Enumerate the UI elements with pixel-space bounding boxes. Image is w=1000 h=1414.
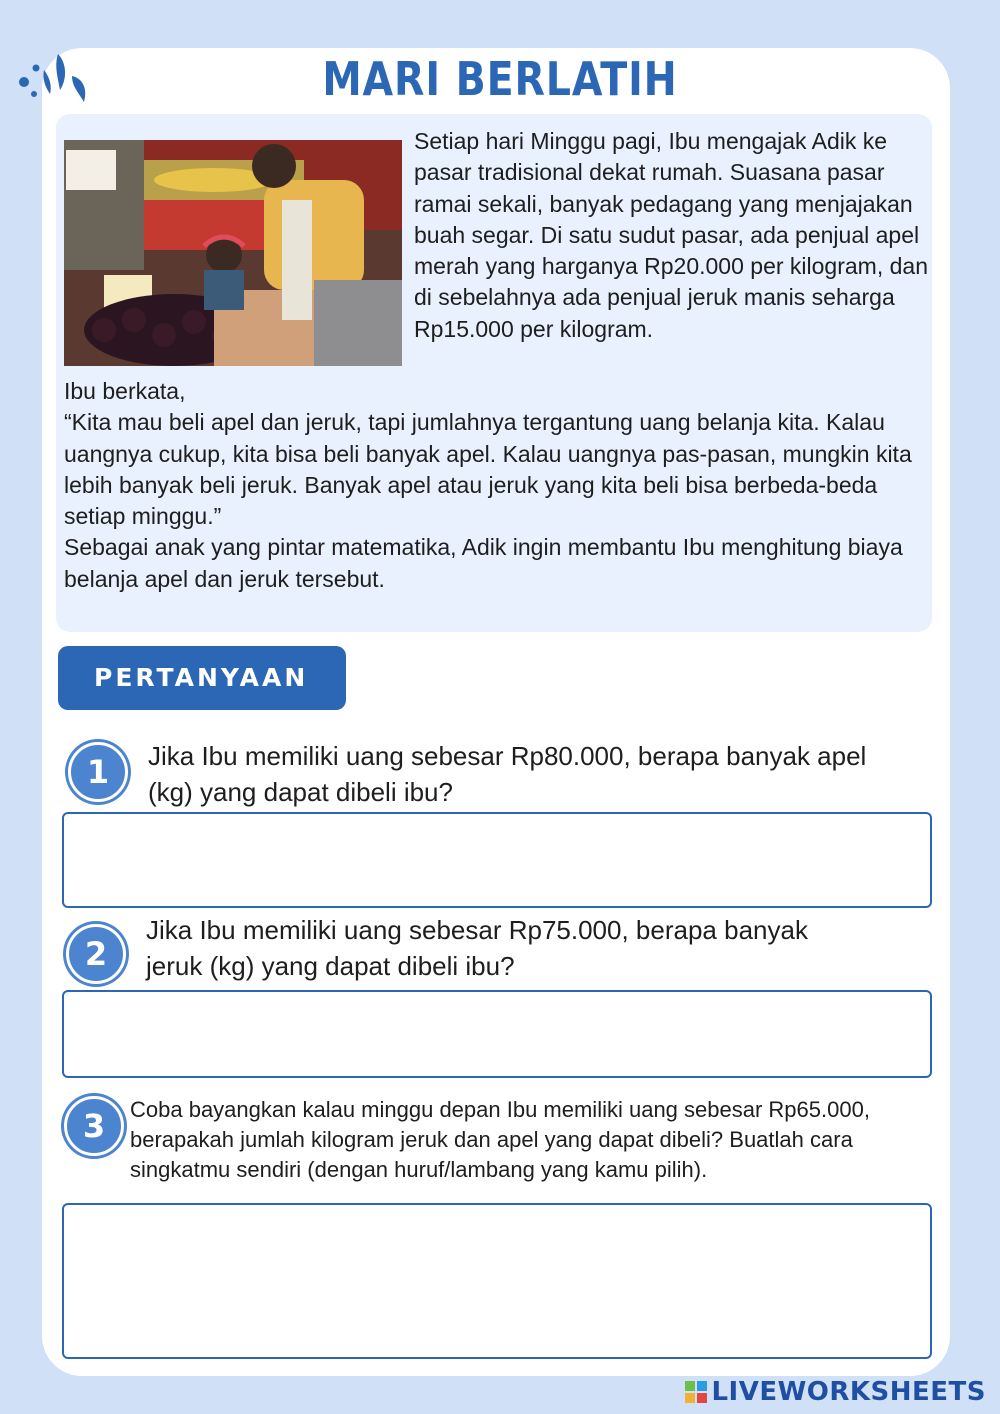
question-2-number: 2: [66, 924, 126, 984]
liveworksheets-logo-icon: [685, 1381, 707, 1403]
market-photo-image: [64, 140, 402, 366]
brand-name: LIVEWORKSHEETS: [711, 1377, 986, 1407]
answer-1-input[interactable]: [62, 812, 932, 908]
story-closing: Sebagai anak yang pintar matematika, Adik ingin membantu Ibu menghitung biaya belanja apel dan jeruk tersebut.: [64, 534, 903, 592]
story-intro: Setiap hari Minggu pagi, Ibu mengajak Adik ke pasar tradisional dekat rumah. Suasana pasar ramai sekali, banyak pedagang yang menjajakan buah segar. Di satu sudut pasar, ada penjual apel merah yang harganya Rp20.000 per kilogram, dan di sebelahnya ada penjual jeruk manis seharga Rp15.000 per kilogram.: [414, 128, 928, 342]
question-1-text: Jika Ibu memiliki uang sebesar Rp80.000, berapa banyak apel (kg) yang dapat dibeli ibu?: [148, 741, 867, 807]
question-2-text: Jika Ibu memiliki uang sebesar Rp75.000, berapa banyak jeruk (kg) yang dapat dibeli ibu?: [146, 915, 808, 981]
brand-footer: [685, 1374, 986, 1410]
question-1-number: 1: [68, 742, 128, 802]
story-said: Ibu berkata,: [64, 378, 186, 404]
story-dialogue: [64, 376, 930, 595]
answer-2-input[interactable]: [62, 990, 932, 1078]
page-title: MARI BERLATIH: [322, 52, 678, 106]
question-3-number: 3: [64, 1096, 124, 1156]
section-heading: PERTANYAAN: [58, 646, 346, 710]
story-quote: “Kita mau beli apel dan jeruk, tapi jumlahnya tergantung uang belanja kita. Kalau uangnya cukup, kita bisa beli banyak apel. Kalau uangnya pas-pasan, mungkin kita lebih banyak beli jeruk. Banyak apel atau jeruk yang kita beli bisa berbeda-beda setiap minggu.”: [64, 409, 912, 530]
question-3-text: Coba bayangkan kalau minggu depan Ibu memiliki uang sebesar Rp65.000, berapakah jumlah kilogram jeruk dan apel yang dapat dibeli? Buatlah cara singkatmu sendiri (dengan huruf/lambang yang kamu pilih).: [130, 1097, 870, 1182]
answer-3-input[interactable]: [62, 1203, 932, 1359]
